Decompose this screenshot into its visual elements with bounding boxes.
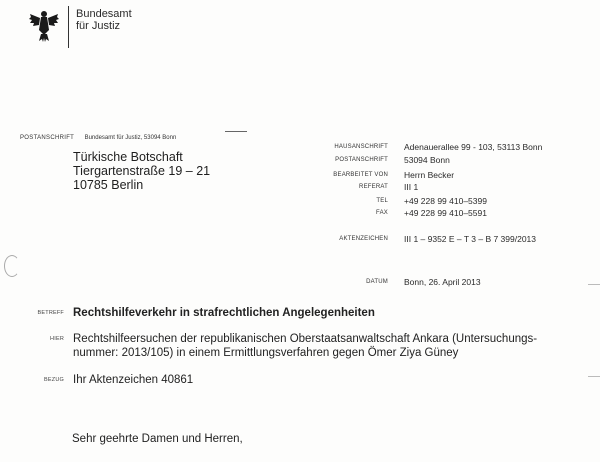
info-label: TEL	[376, 198, 388, 204]
info-value: III 1	[404, 182, 419, 192]
info-value: Herrn Becker	[404, 170, 455, 180]
info-label: DATUM	[366, 279, 388, 285]
info-label: POSTANSCHRIFT	[335, 157, 388, 163]
info-label: REFERAT	[359, 184, 388, 190]
info-label: HAUSANSCHRIFT	[334, 144, 388, 150]
recipient-address	[73, 150, 210, 192]
info-label: FAX	[376, 210, 388, 216]
recipient-name: Türkische Botschaft	[73, 150, 183, 164]
postal-label: POSTANSCHRIFT	[20, 135, 75, 141]
recipient-street: Tiergartenstraße 19 – 21	[73, 164, 211, 178]
authority-line-2: für Justiz	[76, 20, 121, 32]
punch-hole-mark	[4, 255, 20, 277]
reference-text: Ihr Aktenzeichen 40861	[73, 374, 194, 386]
authority-name	[76, 8, 132, 32]
regarding-line-1: Rechtshilfeersuchen der republikanischen Oberstaatsanwaltschaft Ankara (Untersuchungs-	[73, 333, 538, 345]
subject-label: BETREFF	[37, 310, 64, 316]
sender-address: Bundesamt für Justiz, 53094 Bonn	[84, 135, 177, 141]
info-value: +49 228 99 410–5399	[404, 196, 487, 206]
fold-mark	[225, 131, 247, 132]
info-value: 53094 Bonn	[404, 155, 450, 165]
info-label: AKTENZEICHEN	[339, 236, 388, 242]
postal-sender-line	[20, 126, 176, 144]
reference-label: BEZUG	[44, 377, 64, 383]
info-value: III 1 – 9352 E – T 3 – B 7 399/2013	[404, 234, 537, 244]
subject-text: Rechtshilfeverkehr in strafrechtlichen Angelegenheiten	[73, 307, 375, 319]
federal-eagle-icon	[28, 8, 60, 44]
info-value: +49 228 99 410–5591	[404, 208, 487, 218]
regarding-line-2: nummer: 2013/105) in einem Ermittlungsverfahren gegen Ömer Ziya Güney	[73, 347, 459, 359]
recipient-city: 10785 Berlin	[73, 178, 144, 192]
letterhead-divider	[68, 6, 69, 48]
authority-line-1: Bundesamt	[76, 8, 132, 20]
salutation: Sehr geehrte Damen und Herren,	[72, 433, 243, 445]
regarding-label: HIER	[50, 336, 64, 342]
info-label: BEARBEITET VON	[333, 172, 388, 178]
info-value: Adenauerallee 99 - 103, 53113 Bonn	[404, 142, 543, 152]
info-value: Bonn, 26. April 2013	[404, 277, 481, 287]
edge-mark	[588, 376, 600, 377]
edge-mark	[588, 284, 600, 285]
